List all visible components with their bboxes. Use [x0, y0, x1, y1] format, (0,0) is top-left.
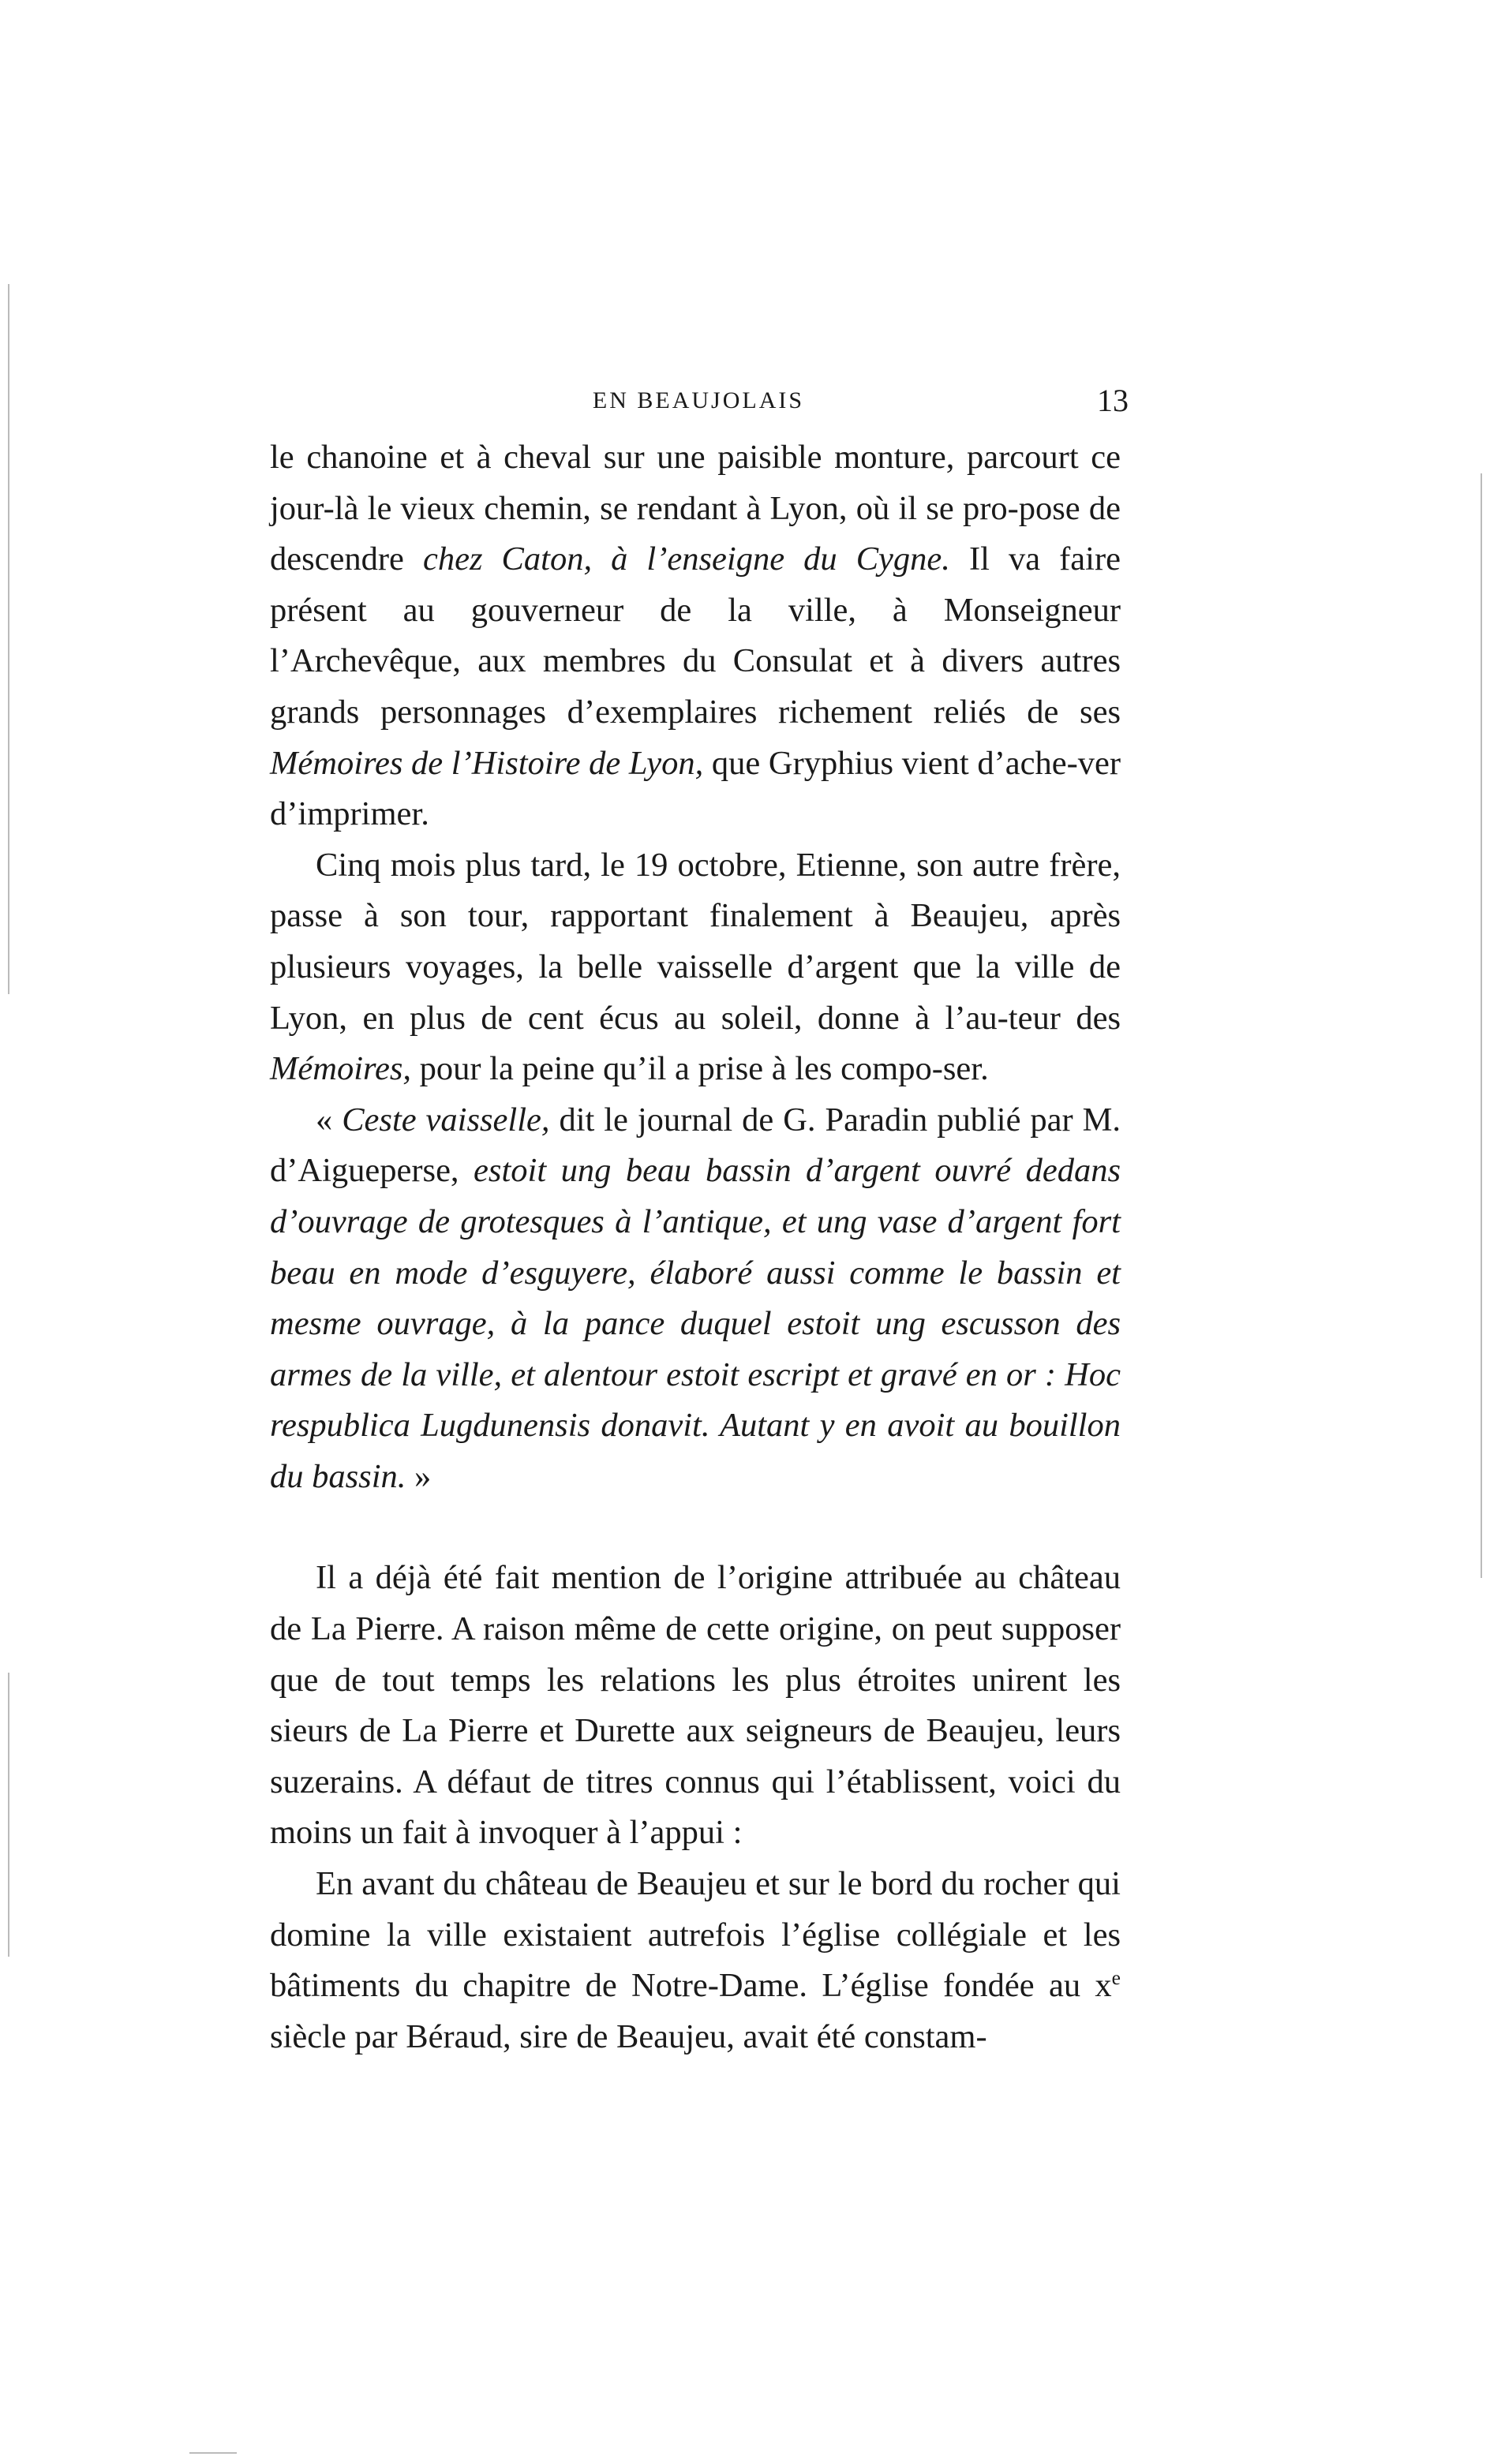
scan-edge-left-lower [8, 1673, 9, 1957]
superscript-text: e [1111, 1966, 1121, 1990]
text-run: dit le journal de G. Paradin publié par M. d’Aigueperse, [270, 1101, 1121, 1190]
text-run: « [316, 1101, 343, 1139]
text-body [270, 432, 1121, 2062]
text-run: que Gryphius vient d’ache-ver d’imprimer. [270, 744, 1121, 833]
italic-text: estoit ung beau bassin d’argent ouvré dedans d’ouvrage de grotesques à l’antique, et ung vase d’argent fort beau en mode d’esguyere, élaboré aussi comme le bassin et mesme ouvrage, à la pance duquel estoit ung escusson des armes de la ville, et alentour estoit escript et gravé en or : Hoc respublica Lugdunensis donavit. Autant y en avoit au bouillon du bassin. [270, 1152, 1121, 1495]
text-run: Il a déjà été fait mention de l’origine attribuée au château de La Pierre. A raison même de cette origine, on peut supposer que de tout temps les relations les plus étroites unirent les sieurs de La Pierre et Durette aux seigneurs de Beaujeu, leurs suzerains. A défaut de titres connus qui l’établissent, voici du moins un fait à invoquer à l’appui : [270, 1559, 1121, 1852]
italic-text: Mémoires de l’Histoire de Lyon, [270, 744, 704, 782]
paragraph [270, 840, 1121, 1095]
text-run: pour la peine qu’il a prise à les compo-ser. [411, 1050, 989, 1088]
paragraph [270, 1859, 1121, 2062]
scan-edge-bottom [189, 2452, 237, 2454]
text-run: Cinq mois plus tard, le 19 octobre, Etienne, son autre frère, passe à son tour, rapportant finalement à Beaujeu, après plusieurs voyages, la belle vaisselle d’argent que la ville de Lyon, en plus de cent écus au soleil, donne à l’au-teur des [270, 846, 1121, 1037]
scan-edge-right [1481, 473, 1482, 1578]
italic-text: Ceste vaisselle, [342, 1101, 550, 1139]
scan-edge-left [8, 284, 9, 994]
text-run: Il va faire présent au gouverneur de la ville, à Monseigneur l’Archevêque, aux membres du Consulat et à divers autres grands personnages d’exemplaires richement reliés de ses [270, 540, 1121, 731]
text-run: siècle par Béraud, sire de Beaujeu, avait été constam- [270, 2017, 987, 2055]
paragraph [270, 1095, 1121, 1503]
running-head [268, 377, 1129, 424]
text-run: le chanoine et à cheval sur une paisible monture, parcourt ce jour-là le vieux chemin, se rendant à Lyon, où il se pro-pose de descendre [270, 439, 1121, 578]
italic-text: chez Caton, à l’enseigne du Cygne. [422, 540, 950, 578]
italic-text: Mémoires, [270, 1050, 412, 1088]
paragraph [270, 1553, 1121, 1859]
text-run: En avant du château de Beaujeu et sur le bord du rocher qui domine la ville existaient autrefois l’église collégiale et les bâtiments du chapitre de Notre-Dame. L’église fondée au x [270, 1865, 1121, 2005]
paragraph [270, 432, 1121, 840]
running-title: EN BEAUJOLAIS [592, 387, 805, 413]
text-run: » [406, 1457, 432, 1495]
page-number: 13 [1097, 383, 1129, 418]
